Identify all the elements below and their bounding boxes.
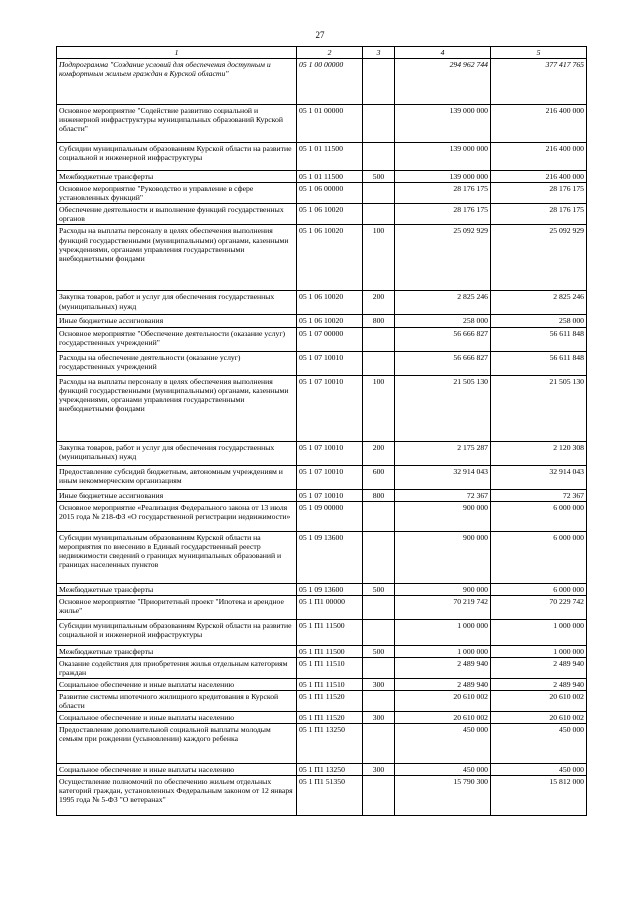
row-value-col4-cell: 56 666 827 bbox=[395, 327, 491, 351]
row-value-col4-cell: 294 962 744 bbox=[395, 59, 491, 105]
row-expense-type-cell bbox=[363, 776, 395, 816]
row-code-cell: 05 1 07 10010 bbox=[297, 489, 363, 501]
row-value-col4-cell: 450 000 bbox=[395, 764, 491, 776]
row-expense-type-cell: 500 bbox=[363, 171, 395, 183]
row-value-col4-cell: 258 000 bbox=[395, 315, 491, 327]
row-code-cell: 05 1 07 10010 bbox=[297, 375, 363, 441]
row-value-col5-cell: 450 000 bbox=[491, 764, 587, 776]
row-expense-type-cell bbox=[363, 105, 395, 143]
row-name-cell: Социальное обеспечение и иные выплаты населению bbox=[57, 712, 297, 724]
row-name-cell: Социальное обеспечение и иные выплаты населению bbox=[57, 764, 297, 776]
row-value-col5-cell: 21 505 130 bbox=[491, 375, 587, 441]
row-value-col4-cell: 450 000 bbox=[395, 724, 491, 764]
row-name-cell: Иные бюджетные ассигнования bbox=[57, 489, 297, 501]
row-name-cell: Субсидии муниципальным образованиям Курской области на мероприятия по внесению в Единый государственный реестр недвижимости сведений о границах муниципальных образований и границах населенных пунктов bbox=[57, 531, 297, 583]
row-name-cell: Межбюджетные трансферты bbox=[57, 645, 297, 657]
row-code-cell: 05 1 П1 13250 bbox=[297, 724, 363, 764]
row-expense-type-cell: 100 bbox=[363, 225, 395, 291]
row-code-cell: 05 1 01 00000 bbox=[297, 105, 363, 143]
row-value-col5-cell: 6 000 000 bbox=[491, 501, 587, 531]
row-name-cell: Расходы на выплаты персоналу в целях обеспечения выполнения функций государственными (муниципальными) органами, казенными учреждениями, органами управления государственными внебюджетными фондами bbox=[57, 225, 297, 291]
row-value-col5-cell: 216 400 000 bbox=[491, 105, 587, 143]
table-row bbox=[57, 291, 587, 315]
row-value-col4-cell: 28 176 175 bbox=[395, 204, 491, 225]
row-expense-type-cell: 300 bbox=[363, 712, 395, 724]
row-value-col5-cell: 2 825 246 bbox=[491, 291, 587, 315]
row-value-col4-cell: 28 176 175 bbox=[395, 183, 491, 204]
row-name-cell: Основное мероприятие "Руководство и управление в сфере установленных функций" bbox=[57, 183, 297, 204]
column-header-2: 2 bbox=[297, 47, 363, 59]
table-row bbox=[57, 619, 587, 645]
row-value-col5-cell: 6 000 000 bbox=[491, 583, 587, 595]
row-value-col4-cell: 900 000 bbox=[395, 531, 491, 583]
table-row bbox=[57, 105, 587, 143]
table-row bbox=[57, 441, 587, 465]
row-name-cell: Основное мероприятие «Реализация Федерального закона от 13 июля 2015 года № 218-ФЗ «О государственной регистрации недвижимости» bbox=[57, 501, 297, 531]
row-name-cell: Осуществление полномочий по обеспечению жильем отдельных категорий граждан, установленных Федеральным законом от 12 января 1995 года № 5-ФЗ "О ветеранах" bbox=[57, 776, 297, 816]
row-value-col4-cell: 15 790 300 bbox=[395, 776, 491, 816]
row-name-cell: Закупка товаров, работ и услуг для обеспечения государственных (муниципальных) нужд bbox=[57, 441, 297, 465]
row-value-col5-cell: 450 000 bbox=[491, 724, 587, 764]
row-value-col4-cell: 20 610 002 bbox=[395, 691, 491, 712]
row-value-col5-cell: 2 489 940 bbox=[491, 657, 587, 678]
table-row bbox=[57, 678, 587, 690]
row-value-col5-cell: 15 812 000 bbox=[491, 776, 587, 816]
row-expense-type-cell bbox=[363, 204, 395, 225]
row-expense-type-cell: 300 bbox=[363, 764, 395, 776]
row-value-col5-cell: 32 914 043 bbox=[491, 465, 587, 489]
row-expense-type-cell: 800 bbox=[363, 489, 395, 501]
row-value-col5-cell: 2 489 940 bbox=[491, 678, 587, 690]
row-value-col4-cell: 2 175 287 bbox=[395, 441, 491, 465]
row-value-col5-cell: 216 400 000 bbox=[491, 171, 587, 183]
row-expense-type-cell bbox=[363, 595, 395, 619]
column-header-4: 4 bbox=[395, 47, 491, 59]
row-code-cell: 05 1 07 10010 bbox=[297, 441, 363, 465]
row-name-cell: Иные бюджетные ассигнования bbox=[57, 315, 297, 327]
table-row bbox=[57, 225, 587, 291]
row-value-col4-cell: 70 219 742 bbox=[395, 595, 491, 619]
row-expense-type-cell bbox=[363, 691, 395, 712]
row-code-cell: 05 1 09 00000 bbox=[297, 501, 363, 531]
table-row bbox=[57, 583, 587, 595]
row-expense-type-cell bbox=[363, 531, 395, 583]
row-expense-type-cell bbox=[363, 619, 395, 645]
table-row bbox=[57, 465, 587, 489]
row-code-cell: 05 1 П1 11500 bbox=[297, 619, 363, 645]
row-expense-type-cell bbox=[363, 59, 395, 105]
table-row bbox=[57, 712, 587, 724]
row-code-cell: 05 1 П1 11520 bbox=[297, 691, 363, 712]
row-name-cell: Основное мероприятие "Содействие развитию социальной и инженерной инфраструктуры муниципальных образований Курской области" bbox=[57, 105, 297, 143]
row-value-col5-cell: 28 176 175 bbox=[491, 183, 587, 204]
row-value-col5-cell: 20 610 002 bbox=[491, 691, 587, 712]
row-name-cell: Расходы на выплаты персоналу в целях обеспечения выполнения функций государственными (муниципальными) органами, казенными учреждениями, органами управления государственными внебюджетными фондами bbox=[57, 375, 297, 441]
row-code-cell: 05 1 09 13600 bbox=[297, 583, 363, 595]
row-value-col5-cell: 56 611 848 bbox=[491, 327, 587, 351]
row-expense-type-cell: 500 bbox=[363, 645, 395, 657]
row-code-cell: 05 1 07 00000 bbox=[297, 327, 363, 351]
row-expense-type-cell: 200 bbox=[363, 441, 395, 465]
row-name-cell: Закупка товаров, работ и услуг для обеспечения государственных (муниципальных) нужд bbox=[57, 291, 297, 315]
table-body bbox=[57, 59, 587, 816]
column-header-1: 1 bbox=[57, 47, 297, 59]
row-value-col5-cell: 56 611 848 bbox=[491, 351, 587, 375]
table-row bbox=[57, 691, 587, 712]
table-row bbox=[57, 489, 587, 501]
row-value-col4-cell: 72 367 bbox=[395, 489, 491, 501]
table-row bbox=[57, 204, 587, 225]
table-row bbox=[57, 375, 587, 441]
row-value-col4-cell: 1 000 000 bbox=[395, 619, 491, 645]
row-name-cell: Расходы на обеспечение деятельности (оказание услуг) государственных учреждений bbox=[57, 351, 297, 375]
row-value-col4-cell: 20 610 002 bbox=[395, 712, 491, 724]
row-value-col4-cell: 139 000 000 bbox=[395, 105, 491, 143]
table-row bbox=[57, 327, 587, 351]
table-row bbox=[57, 724, 587, 764]
row-value-col4-cell: 1 000 000 bbox=[395, 645, 491, 657]
row-value-col5-cell: 20 610 002 bbox=[491, 712, 587, 724]
row-value-col5-cell: 1 000 000 bbox=[491, 645, 587, 657]
row-name-cell: Межбюджетные трансферты bbox=[57, 583, 297, 595]
table-row bbox=[57, 645, 587, 657]
row-name-cell: Развитие системы ипотечного жилищного кредитования в Курской области bbox=[57, 691, 297, 712]
table-header-row bbox=[57, 47, 587, 59]
row-expense-type-cell bbox=[363, 657, 395, 678]
table-row bbox=[57, 764, 587, 776]
row-name-cell: Предоставление дополнительной социальной выплаты молодым семьям при рождении (усыновлении) каждого ребенка bbox=[57, 724, 297, 764]
row-expense-type-cell: 300 bbox=[363, 678, 395, 690]
row-name-cell: Обеспечение деятельности и выполнение функций государственных органов bbox=[57, 204, 297, 225]
row-expense-type-cell bbox=[363, 183, 395, 204]
row-code-cell: 05 1 П1 51350 bbox=[297, 776, 363, 816]
column-header-3: 3 bbox=[363, 47, 395, 59]
row-code-cell: 05 1 П1 11510 bbox=[297, 657, 363, 678]
row-code-cell: 05 1 00 00000 bbox=[297, 59, 363, 105]
row-value-col4-cell: 139 000 000 bbox=[395, 143, 491, 171]
row-name-cell: Межбюджетные трансферты bbox=[57, 171, 297, 183]
table-row bbox=[57, 315, 587, 327]
row-code-cell: 05 1 07 10010 bbox=[297, 465, 363, 489]
row-value-col5-cell: 1 000 000 bbox=[491, 619, 587, 645]
row-expense-type-cell: 200 bbox=[363, 291, 395, 315]
row-value-col5-cell: 6 000 000 bbox=[491, 531, 587, 583]
row-value-col4-cell: 2 825 246 bbox=[395, 291, 491, 315]
row-code-cell: 05 1 06 10020 bbox=[297, 315, 363, 327]
row-code-cell: 05 1 01 11500 bbox=[297, 171, 363, 183]
row-value-col4-cell: 25 092 929 bbox=[395, 225, 491, 291]
row-value-col5-cell: 72 367 bbox=[491, 489, 587, 501]
row-expense-type-cell bbox=[363, 143, 395, 171]
row-expense-type-cell: 500 bbox=[363, 583, 395, 595]
row-name-cell: Основное мероприятие "Обеспечение деятельности (оказание услуг) государственных учреждений" bbox=[57, 327, 297, 351]
row-value-col4-cell: 139 000 000 bbox=[395, 171, 491, 183]
row-value-col4-cell: 56 666 827 bbox=[395, 351, 491, 375]
table-row bbox=[57, 776, 587, 816]
row-expense-type-cell bbox=[363, 351, 395, 375]
row-name-cell: Социальное обеспечение и иные выплаты населению bbox=[57, 678, 297, 690]
row-value-col5-cell: 70 229 742 bbox=[491, 595, 587, 619]
row-value-col4-cell: 32 914 043 bbox=[395, 465, 491, 489]
row-value-col5-cell: 377 417 765 bbox=[491, 59, 587, 105]
row-value-col5-cell: 216 400 000 bbox=[491, 143, 587, 171]
table-row bbox=[57, 143, 587, 171]
row-value-col5-cell: 25 092 929 bbox=[491, 225, 587, 291]
row-name-cell: Основное мероприятие "Приоритетный проект "Ипотека и арендное жилье" bbox=[57, 595, 297, 619]
row-name-cell: Оказание содействия для приобретения жилья отдельным категориям граждан bbox=[57, 657, 297, 678]
budget-table bbox=[56, 46, 587, 816]
row-value-col4-cell: 900 000 bbox=[395, 583, 491, 595]
row-value-col4-cell: 900 000 bbox=[395, 501, 491, 531]
column-header-5: 5 bbox=[491, 47, 587, 59]
row-name-cell: Субсидии муниципальным образованиям Курской области на развитие социальной и инженерной инфраструктуры bbox=[57, 143, 297, 171]
row-code-cell: 05 1 П1 13250 bbox=[297, 764, 363, 776]
row-code-cell: 05 1 07 10010 bbox=[297, 351, 363, 375]
table-row bbox=[57, 183, 587, 204]
row-expense-type-cell bbox=[363, 724, 395, 764]
row-code-cell: 05 1 09 13600 bbox=[297, 531, 363, 583]
row-value-col4-cell: 2 489 940 bbox=[395, 657, 491, 678]
row-expense-type-cell: 600 bbox=[363, 465, 395, 489]
row-expense-type-cell: 800 bbox=[363, 315, 395, 327]
row-code-cell: 05 1 06 10020 bbox=[297, 291, 363, 315]
row-value-col4-cell: 21 505 130 bbox=[395, 375, 491, 441]
row-value-col4-cell: 2 489 940 bbox=[395, 678, 491, 690]
table-row bbox=[57, 171, 587, 183]
table-row bbox=[57, 501, 587, 531]
table-row bbox=[57, 351, 587, 375]
row-name-cell: Субсидии муниципальным образованиям Курской области на развитие социальной и инженерной инфраструктуры bbox=[57, 619, 297, 645]
page-number: 27 bbox=[315, 30, 325, 40]
row-name-cell: Подпрограмма "Создание условий для обеспечения доступным и комфортным жильем граждан в Курской области" bbox=[57, 59, 297, 105]
row-name-cell: Предоставление субсидий бюджетным, автономным учреждениям и иным некоммерческим организациям bbox=[57, 465, 297, 489]
row-code-cell: 05 1 П1 11520 bbox=[297, 712, 363, 724]
row-code-cell: 05 1 01 11500 bbox=[297, 143, 363, 171]
row-expense-type-cell bbox=[363, 327, 395, 351]
table-row bbox=[57, 657, 587, 678]
row-code-cell: 05 1 06 10020 bbox=[297, 225, 363, 291]
row-expense-type-cell: 100 bbox=[363, 375, 395, 441]
row-value-col5-cell: 258 000 bbox=[491, 315, 587, 327]
row-code-cell: 05 1 П1 11510 bbox=[297, 678, 363, 690]
row-code-cell: 05 1 06 10020 bbox=[297, 204, 363, 225]
row-value-col5-cell: 2 120 308 bbox=[491, 441, 587, 465]
row-code-cell: 05 1 П1 00000 bbox=[297, 595, 363, 619]
table-row bbox=[57, 59, 587, 105]
row-code-cell: 05 1 06 00000 bbox=[297, 183, 363, 204]
row-value-col5-cell: 28 176 175 bbox=[491, 204, 587, 225]
table-row bbox=[57, 595, 587, 619]
table-row bbox=[57, 531, 587, 583]
row-code-cell: 05 1 П1 11500 bbox=[297, 645, 363, 657]
row-expense-type-cell bbox=[363, 501, 395, 531]
